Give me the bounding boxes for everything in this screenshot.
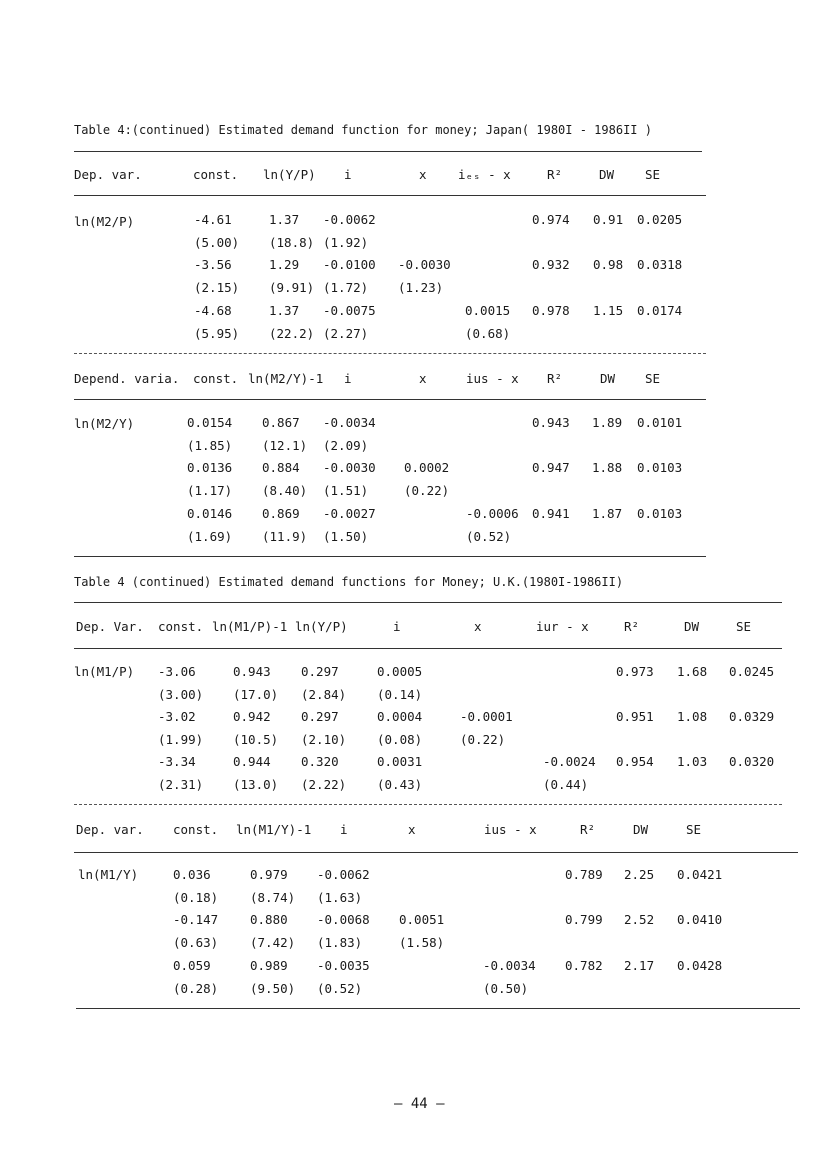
table-a-cell: -4.61 [194, 212, 232, 227]
table-a-cell: -3.56 [194, 257, 232, 273]
table-c-caption: Table 4 (continued) Estimated demand functions for Money; U.K.(1980I-1986II) [74, 575, 624, 589]
table-d-cell: 0.0428 [677, 957, 723, 973]
table-c-cell: 0.0005 [377, 664, 423, 679]
table-a-cell: 0.0174 [637, 302, 683, 318]
table-b-cell: 0.0002 [404, 460, 450, 476]
table-d-cell: (9.50) [250, 980, 296, 996]
table-c-cell: (0.08) [377, 731, 423, 747]
table-c-header-cell: ln(M1/P)-1 [212, 619, 288, 634]
table-d-cell: 2.25 [624, 867, 655, 882]
table-c-header-cell: SE [736, 619, 752, 634]
table-a-cell: 0.0205 [637, 212, 683, 227]
table-d-header-rule [74, 852, 798, 853]
table-c-cell: 0.0004 [377, 709, 423, 724]
table-b-cell: (1.50) [323, 528, 369, 544]
table-a-cell: (1.72) [323, 280, 369, 296]
table-c-cell: 1.03 [677, 754, 708, 769]
table-b-cell: 0.867 [262, 415, 300, 430]
table-c-cell: 0.0245 [729, 664, 775, 679]
table-b-bottom-rule [74, 556, 706, 557]
table-a-cell: 1.29 [269, 257, 300, 273]
table-a-cell: (9.91) [269, 280, 315, 296]
table-c-cell: (2.84) [301, 686, 347, 702]
table-d-dependent-variable: ln(M1/Y) [78, 867, 139, 882]
table-d-header-cell: ln(M1/Y)-1 [236, 822, 312, 837]
table-a-cell: (0.68) [465, 325, 511, 341]
page-number: — 44 — [394, 1096, 445, 1112]
table-c-cell: 0.944 [233, 754, 271, 769]
table-d-cell: (7.42) [250, 935, 296, 951]
table-a-cell: 0.98 [593, 257, 624, 273]
table-a-cell: (22.2) [269, 325, 315, 341]
table-d-header-cell: x [408, 822, 416, 837]
table-d-header-cell: SE [686, 822, 702, 837]
table-d-header-cell: const. [173, 822, 219, 837]
table-b-cell: 0.0101 [637, 415, 683, 430]
table-a-header-cell: Dep. var. [74, 167, 142, 182]
table-b-cell: 1.88 [592, 460, 623, 476]
table-b-cell: 0.947 [532, 460, 570, 476]
table-d-cell: 0.789 [565, 867, 603, 882]
table-c-bottom-rule [74, 804, 782, 805]
table-b-header-cell: R² [547, 371, 563, 386]
table-b-header-cell: i [344, 371, 352, 386]
table-a-top-rule [74, 151, 702, 152]
table-c-cell: (1.99) [158, 731, 204, 747]
table-d-cell: (0.18) [173, 889, 219, 905]
table-c-cell: (0.14) [377, 686, 423, 702]
table-a-cell: -0.0062 [323, 212, 376, 227]
table-d-header-cell: Dep. var. [76, 822, 144, 837]
table-b-header-cell: DW [600, 371, 616, 386]
table-c-header-cell: Dep. Var. [76, 619, 144, 634]
table-c-cell: (2.31) [158, 776, 204, 792]
table-c-cell: 0.297 [301, 709, 339, 724]
table-b-header-cell: x [419, 371, 427, 386]
table-c-cell: 0.954 [616, 754, 654, 769]
table-d-header-cell: ius - x [484, 822, 537, 837]
table-c-header-cell: i [393, 619, 401, 634]
table-b-header-cell: ius - x [466, 371, 519, 386]
table-a-cell: (2.27) [323, 325, 369, 341]
table-d-cell: 0.989 [250, 957, 288, 973]
table-b-cell: 0.0154 [187, 415, 233, 430]
table-a-cell: (5.00) [194, 234, 240, 250]
table-a-cell: 0.0015 [465, 302, 511, 318]
table-b-cell: (1.17) [187, 483, 233, 499]
table-a-header-cell: const. [193, 167, 239, 182]
table-a-cell: (1.92) [323, 234, 369, 250]
table-a-cell: -0.0030 [398, 257, 451, 273]
table-b-cell: (1.69) [187, 528, 233, 544]
table-b-cell: 1.87 [592, 505, 623, 521]
table-c-header-rule [74, 648, 782, 649]
table-c-cell: 0.0031 [377, 754, 423, 769]
table-c-cell: (17.0) [233, 686, 279, 702]
table-d-cell: (0.52) [317, 980, 363, 996]
table-a-cell: 0.974 [532, 212, 570, 227]
table-a-header-cell: ln(Y/P) [263, 167, 316, 182]
table-d-cell: 0.0051 [399, 912, 445, 928]
table-a-header-cell: SE [645, 167, 661, 182]
table-a-cell: -4.68 [194, 302, 232, 318]
table-b-cell: -0.0027 [323, 505, 376, 521]
table-c-cell: 0.320 [301, 754, 339, 769]
table-c-cell: (10.5) [233, 731, 279, 747]
table-b-cell: (12.1) [262, 437, 308, 453]
table-a-cell: 0.932 [532, 257, 570, 273]
table-d-cell: -0.0062 [317, 867, 370, 882]
table-c-cell: 0.297 [301, 664, 339, 679]
table-c-cell: (0.44) [543, 776, 589, 792]
table-b-cell: 0.884 [262, 460, 300, 476]
table-b-cell: -0.0006 [466, 505, 519, 521]
table-b-cell: (1.85) [187, 437, 233, 453]
table-c-cell: 0.943 [233, 664, 271, 679]
table-c-cell: -3.34 [158, 754, 196, 769]
table-a-dependent-variable: ln(M2/P) [74, 214, 135, 229]
table-c-cell: (3.00) [158, 686, 204, 702]
table-b-cell: (1.51) [323, 483, 369, 499]
table-a-header-cell: i [344, 167, 352, 182]
table-d-header-cell: i [340, 822, 348, 837]
table-c-cell: (13.0) [233, 776, 279, 792]
table-a-header-rule [74, 195, 706, 196]
table-b-header-cell: Depend. varia. [74, 371, 180, 386]
table-a-cell: (18.8) [269, 234, 315, 250]
table-a-cell: 1.37 [269, 212, 300, 227]
table-a-header-cell: DW [599, 167, 615, 182]
table-c-header-cell: iur - x [536, 619, 589, 634]
table-d-header-cell: DW [633, 822, 649, 837]
table-a-cell: -0.0075 [323, 302, 376, 318]
table-d-cell: -0.0068 [317, 912, 370, 928]
table-d-cell: 0.0410 [677, 912, 723, 928]
table-a-header-cell: x [419, 167, 427, 182]
table-c-dependent-variable: ln(M1/P) [74, 664, 135, 679]
table-c-cell: (0.22) [460, 731, 506, 747]
table-b-cell: (11.9) [262, 528, 308, 544]
table-a-header-cell: R² [547, 167, 563, 182]
table-a-cell: (2.15) [194, 280, 240, 296]
table-b-cell: -0.0030 [323, 460, 376, 476]
table-d-cell: 2.52 [624, 912, 655, 928]
table-c-top-rule [74, 602, 782, 603]
table-d-cell: (0.63) [173, 935, 219, 951]
table-d-cell: (0.28) [173, 980, 219, 996]
table-c-header-cell: const. [158, 619, 204, 634]
table-b-cell: 0.0146 [187, 505, 233, 521]
table-b-cell: 1.89 [592, 415, 623, 430]
table-d-cell: 0.0421 [677, 867, 723, 882]
table-a-cell: -0.0100 [323, 257, 376, 273]
table-c-cell: 0.0329 [729, 709, 775, 724]
table-c-cell: 1.08 [677, 709, 708, 724]
table-a-cell: 1.15 [593, 302, 624, 318]
table-c-cell: -0.0001 [460, 709, 513, 724]
table-d-cell: (1.58) [399, 935, 445, 951]
table-c-header-cell: R² [624, 619, 640, 634]
table-d-cell: (0.50) [483, 980, 529, 996]
table-d-cell: (1.83) [317, 935, 363, 951]
table-b-dependent-variable: ln(M2/Y) [74, 416, 135, 431]
table-c-cell: (2.22) [301, 776, 347, 792]
table-d-cell: 0.036 [173, 867, 211, 882]
table-b-cell: (0.52) [466, 528, 512, 544]
table-b-cell: 0.941 [532, 505, 570, 521]
table-b-cell: 0.869 [262, 505, 300, 521]
table-c-cell: 0.951 [616, 709, 654, 724]
table-b-cell: (2.09) [323, 437, 369, 453]
table-b-cell: (0.22) [404, 483, 450, 499]
table-b-cell: 0.943 [532, 415, 570, 430]
table-b-header-cell: SE [645, 371, 661, 386]
table-b-header-cell: const. [193, 371, 239, 386]
table-d-cell: 2.17 [624, 957, 655, 973]
table-d-cell: -0.0035 [317, 957, 370, 973]
table-a-cell: 1.37 [269, 302, 300, 318]
table-b-header-cell: ln(M2/Y)-1 [248, 371, 324, 386]
table-c-cell: (2.10) [301, 731, 347, 747]
table-c-header-cell: DW [684, 619, 700, 634]
table-d-header-cell: R² [580, 822, 596, 837]
table-b-cell: 0.0103 [637, 460, 683, 476]
table-d-cell: -0.147 [173, 912, 219, 928]
table-c-cell: 0.0320 [729, 754, 775, 769]
table-d-cell: 0.059 [173, 957, 211, 973]
table-b-header-rule [74, 399, 706, 400]
table-a-caption: Table 4:(continued) Estimated demand function for money; Japan( 1980I - 1986II ) [74, 123, 652, 137]
table-d-cell: (1.63) [317, 889, 363, 905]
table-a-cell: (1.23) [398, 280, 444, 296]
table-d-cell: 0.782 [565, 957, 603, 973]
table-a-cell: 0.978 [532, 302, 570, 318]
table-c-cell: -3.02 [158, 709, 196, 724]
table-d-cell: (8.74) [250, 889, 296, 905]
table-c-cell: -3.06 [158, 664, 196, 679]
table-c-cell: 1.68 [677, 664, 708, 679]
table-b-cell: 0.0103 [637, 505, 683, 521]
table-d-cell: 0.799 [565, 912, 603, 928]
table-c-cell: 0.973 [616, 664, 654, 679]
table-b-cell: -0.0034 [323, 415, 376, 430]
table-d-bottom-rule [76, 1008, 800, 1009]
table-a-cell: 0.0318 [637, 257, 683, 273]
table-b-cell: 0.0136 [187, 460, 233, 476]
table-a-header-cell: iₑₛ - x [458, 167, 511, 182]
table-d-cell: 0.979 [250, 867, 288, 882]
table-c-header-cell: ln(Y/P) [295, 619, 348, 634]
table-d-cell: 0.880 [250, 912, 288, 928]
table-a-cell: 0.91 [593, 212, 624, 227]
table-b-cell: (8.40) [262, 483, 308, 499]
table-a-bottom-rule [74, 353, 706, 354]
table-c-cell: 0.942 [233, 709, 271, 724]
table-c-cell: (0.43) [377, 776, 423, 792]
table-c-header-cell: x [474, 619, 482, 634]
table-a-cell: (5.95) [194, 325, 240, 341]
table-d-cell: -0.0034 [483, 957, 536, 973]
table-c-cell: -0.0024 [543, 754, 596, 769]
